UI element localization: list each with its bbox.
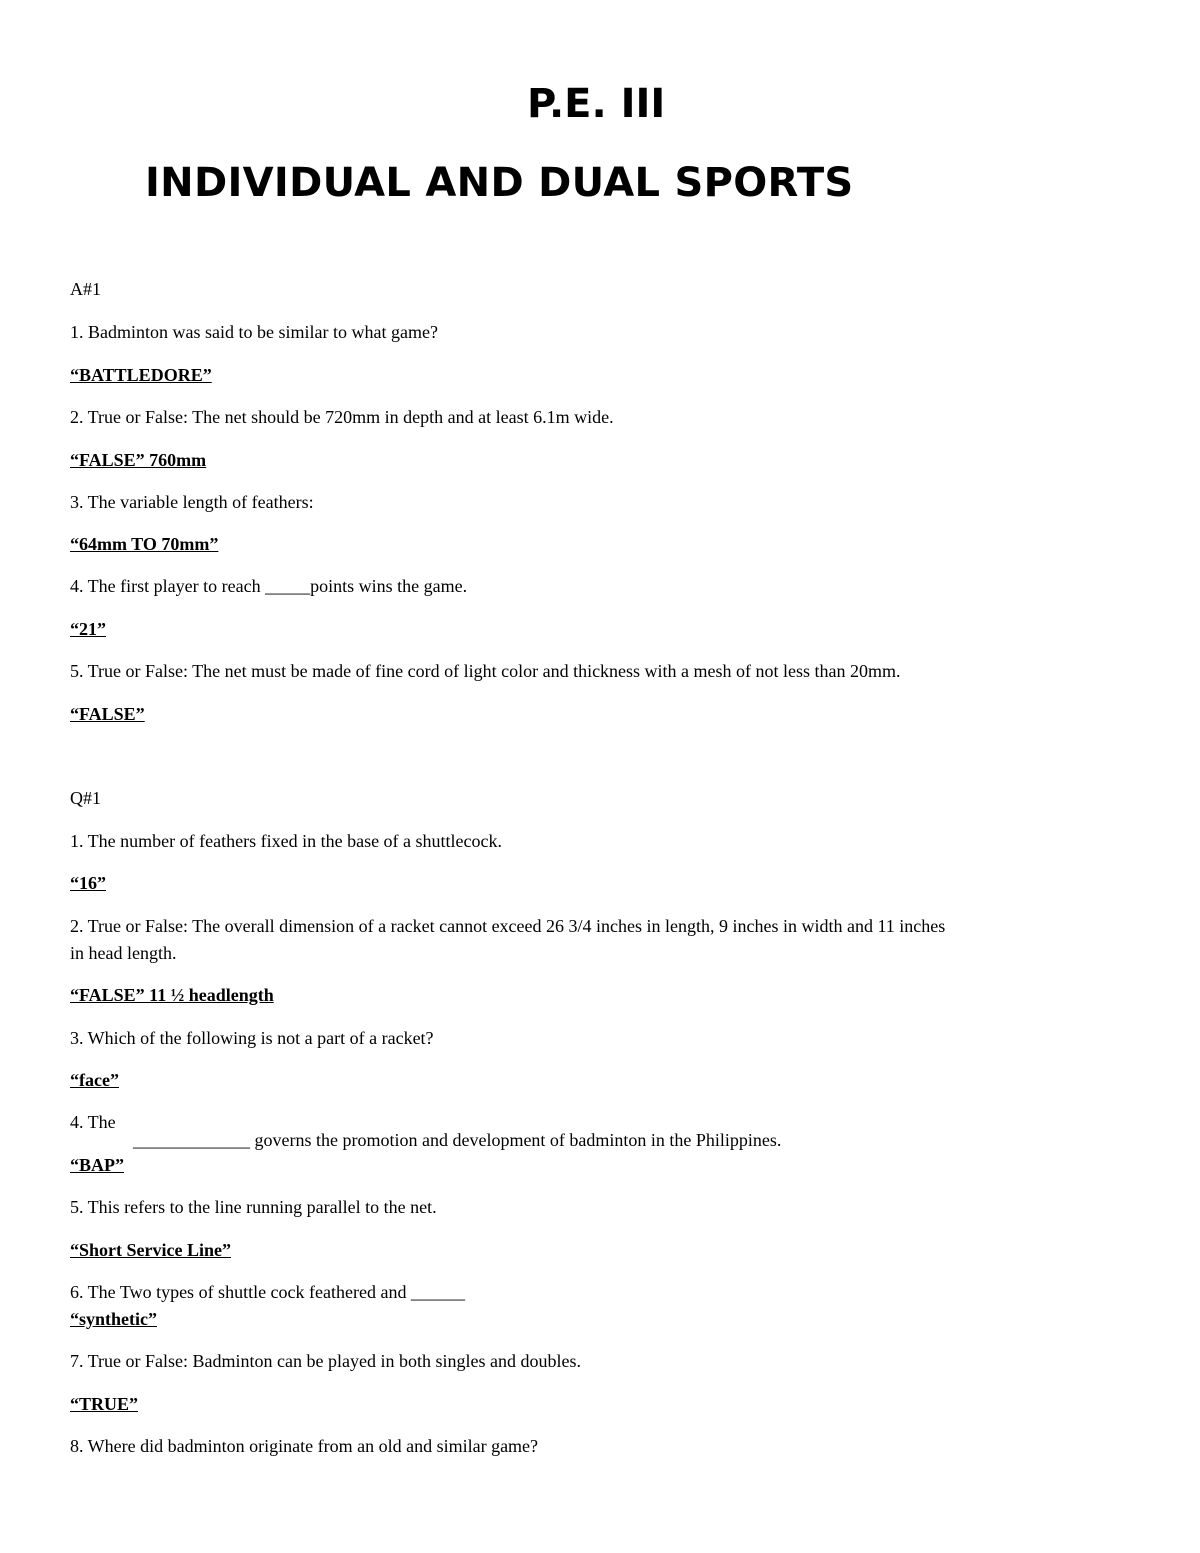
section-q-answer-2: “FALSE” 11 ½ headlength (70, 985, 274, 1005)
section-q-label: Q#1 (70, 788, 101, 808)
section-q-answer-5: “Short Service Line” (70, 1240, 231, 1260)
section-q-answer-1: “16” (70, 873, 106, 893)
section-a-question-1: 1. Badminton was said to be similar to what game? (70, 322, 438, 342)
section-q-question-3: 3. Which of the following is not a part of a racket? (70, 1028, 434, 1048)
section-q-answer-4: “BAP” (70, 1155, 124, 1175)
section-q-question-8: 8. Where did badminton originate from an old and similar game? (70, 1436, 539, 1456)
section-a-answer-5: “FALSE” (70, 704, 145, 724)
section-a-answer-4: “21” (70, 619, 106, 639)
section-q-question-2: 2. True or False: The overall dimension of a racket cannot exceed 26 3/4 inches in length, 9 inches in width and 11 inches (70, 916, 946, 936)
section-q-question-6: 6. The Two types of shuttle cock feathered and ______ (70, 1282, 465, 1302)
document-title: P.E. III (527, 81, 666, 127)
section-a-answer-3: “64mm TO 70mm” (70, 534, 219, 554)
section-a-question-4: 4. The first player to reach _____points wins the game. (70, 576, 468, 596)
section-q-question-5: 5. This refers to the line running parallel to the net. (70, 1197, 437, 1217)
section-q-question-2-continued: in head length. (70, 943, 177, 963)
section-q-question-1: 1. The number of feathers fixed in the base of a shuttlecock. (70, 831, 503, 851)
section-q-question-7: 7. True or False: Badminton can be played in both singles and doubles. (70, 1351, 581, 1371)
section-a-label: A#1 (70, 279, 101, 299)
document-subtitle: INDIVIDUAL AND DUAL SPORTS (145, 160, 854, 206)
section-q-question-4: 4. The (70, 1112, 116, 1132)
section-q-answer-6: “synthetic” (70, 1309, 157, 1329)
section-a-question-3: 3. The variable length of feathers: (70, 492, 314, 512)
section-a-answer-1: “BATTLEDORE” (70, 365, 212, 385)
section-a-question-5: 5. True or False: The net must be made of fine cord of light color and thickness with a mesh of not less than 20mm. (70, 661, 901, 681)
section-q-question-4-continued: _____________ governs the promotion and development of badminton in the Philippines. (133, 1130, 782, 1150)
section-q-answer-7: “TRUE” (70, 1394, 139, 1414)
section-q-answer-3: “face” (70, 1070, 119, 1090)
section-a-question-2: 2. True or False: The net should be 720mm in depth and at least 6.1m wide. (70, 407, 614, 427)
section-a-answer-2: “FALSE” 760mm (70, 450, 207, 470)
